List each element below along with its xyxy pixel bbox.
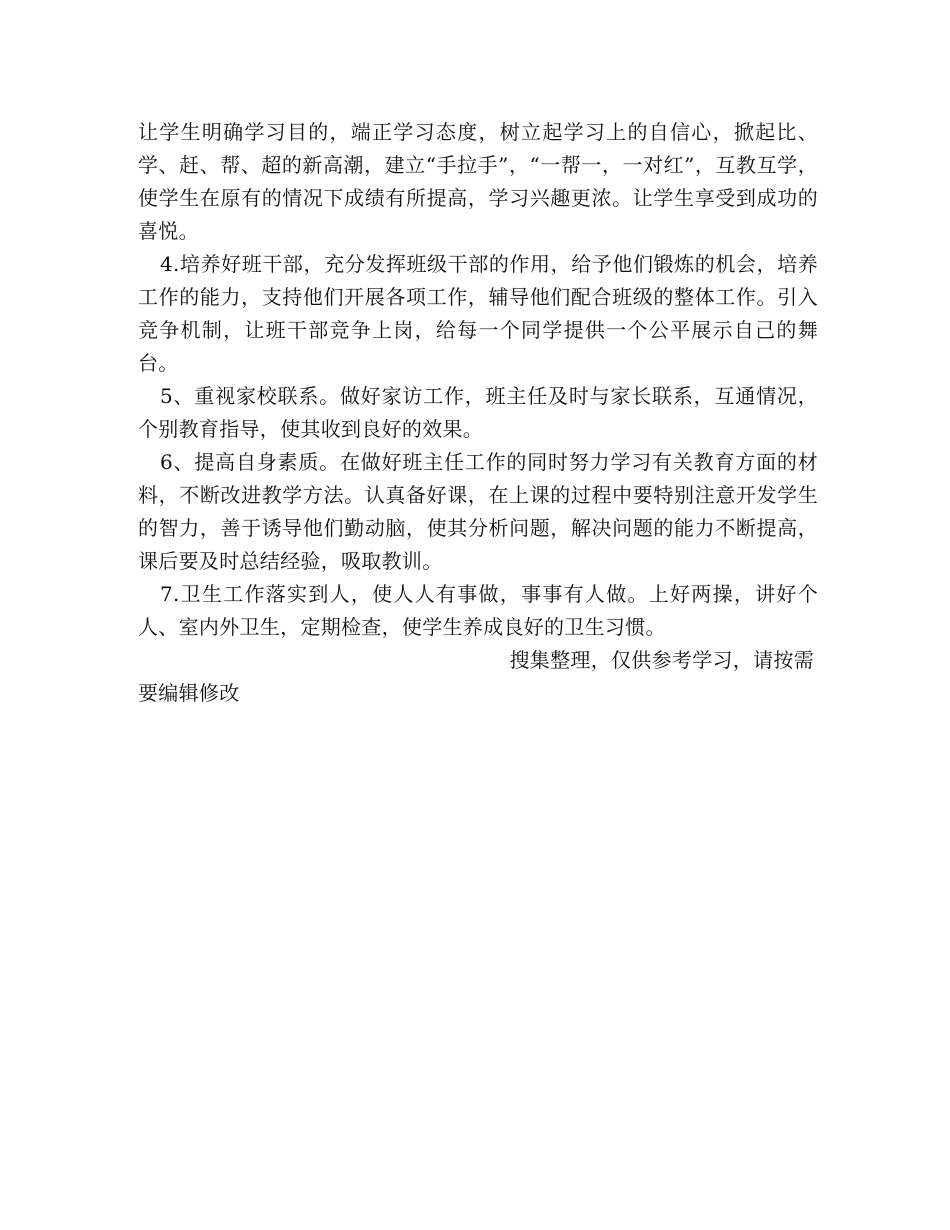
footer-note-line-1: 搜集整理，仅供参考学习，请按需 bbox=[509, 648, 814, 672]
footer-note-line-2: 要编辑修改 bbox=[138, 681, 240, 705]
paragraph-class-cadres: 4.培养好班干部，充分发挥班级干部的作用，给予他们锻炼的机会，培养工作的能力，支持他们开展各项工作，辅导他们配合班级的整体工作。引入竞争机制，让班干部竞争上岗，给每一个同学提供一个公平展示自己的舞台。 bbox=[138, 252, 818, 375]
paragraph-home-school-contact: 5、重视家校联系。做好家访工作，班主任及时与家长联系，互通情况，个别教育指导，使其收到良好的效果。 bbox=[138, 384, 818, 441]
paragraph-self-improvement: 6、提高自身素质。在做好班主任工作的同时努力学习有关教育方面的材料，不断改进教学方法。认真备好课，在上课的过程中要特别注意开发学生的智力，善于诱导他们勤动脑，使其分析问题，解决问题的能力不断提高，课后要及时总结经验，吸取教训。 bbox=[138, 450, 818, 573]
document-body bbox=[138, 116, 818, 710]
paragraph-study-goals: 让学生明确学习目的，端正学习态度，树立起学习上的自信心，掀起比、学、赶、帮、超的新高潮，建立“手拉手”，“一帮一，一对红”，互教互学，使学生在原有的情况下成绩有所提高，学习兴趣更浓。让学生享受到成功的喜悦。 bbox=[138, 120, 818, 243]
paragraph-hygiene-work: 7.卫生工作落实到人，使人人有事做，事事有人做。上好两操，讲好个人、室内外卫生，定期检查，使学生养成良好的卫生习惯。 bbox=[138, 582, 818, 639]
